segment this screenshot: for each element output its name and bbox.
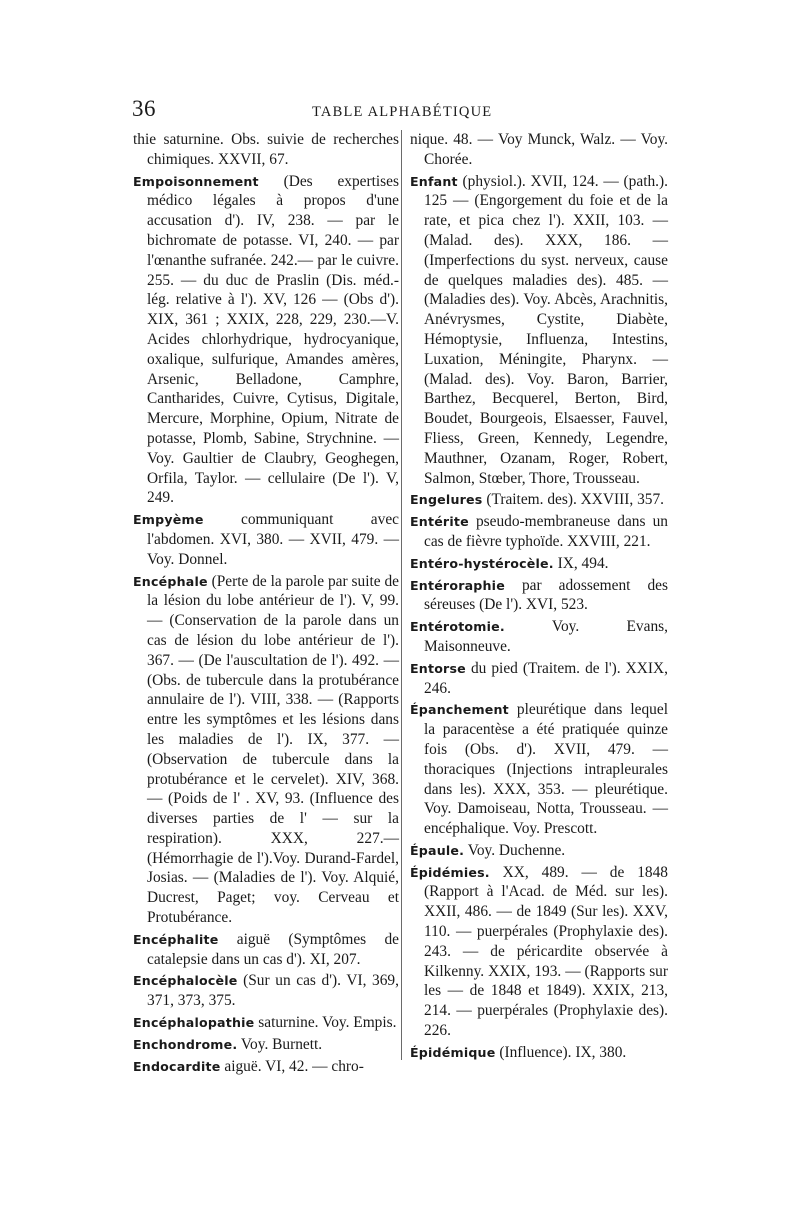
headword: Encéphalocèle (133, 973, 238, 989)
index-entry: Entérite pseudo-membraneuse dans un cas de fièvre typhoïde. XXVIII, 221. (410, 513, 668, 550)
left-column (133, 130, 399, 1078)
index-entry: Endocardite aiguë. VI, 42. — chro- (133, 1057, 364, 1075)
index-entry: Engelures (Traitem. des). XXVIII, 357. (410, 491, 665, 509)
index-entry: Entérotomie. Voy. Evans, Maisonneuve. (410, 618, 668, 655)
headword: Empyème (133, 512, 204, 528)
index-entry: Épaule. Voy. Duchenne. (410, 841, 566, 859)
headword: Endocardite (133, 1058, 221, 1074)
index-entry: Encéphalopathie saturnine. Voy. Empis. (133, 1014, 397, 1032)
headword: Épidémies. (410, 864, 490, 880)
index-entry: Entéroraphie par adossement des séreuses (De l'). XVI, 523. (410, 576, 668, 614)
index-entry: Enchondrome. Voy. Burnett. (133, 1035, 323, 1053)
index-entry: Entorse du pied (Traitem. de l'). XXIX, 246. (410, 659, 668, 697)
index-entry: Encéphale (Perte de la parole par suite de la lésion du lobe antérieur de l'). V, 99. — (Conservation de la parole dans un cas de lésion du lobe antérieur de l'). 367. — (De l'auscultation de l'). 492. — (Obs. de tubercule dans la protubérance annulaire de l'). VIII, 338. — (Rapports entre les symptômes et les lésions dans les maladies de l'). IX, 377. — (Observation de tubercule dans la protubérance et le cervelet). XIV, 368. — (Poids de l' . XV, 93. (Influence des diverses parties de l' — sur la respiration). XXX, 227.— (Hémorrhagie de l').Voy. Durand-Fardel, Josias. — (Maladies de l'). Voy. Alquié, Ducrest, Paget; voy. Cerveau et Protubérance. (133, 572, 399, 927)
headword: Engelures (410, 492, 483, 508)
headword: Empoisonnement (133, 173, 259, 189)
headword: Entorse (410, 660, 466, 676)
headword: Entéro-hystérocèle. (410, 555, 554, 571)
index-entry: nique. 48. — Voy Munck, Walz. — Voy. Chorée. (410, 131, 668, 168)
index-entry: thie saturnine. Obs. suivie de recherches chimiques. XXVII, 67. (133, 131, 399, 168)
index-entry: Enfant (physiol.). XVII, 124. — (path.). 125 — (Engorgement du foie et de la rate, et pica chez l'). XXII, 103. — (Malad. des). XXX, 186. — (Imperfections du syst. nerveux, cause de quelques maladies des). 485. — (Maladies des). Voy. Abcès, Arachnitis, Anévrysmes, Cystite, Diabète, Hémoptysie, Influenza, Intestins, Luxation, Méningite, Pharynx. — (Malad. des). Voy. Baron, Barrier, Barthez, Becquerel, Berton, Bird, Boudet, Bourgeois, Elsaesser, Fauvel, Fliess, Green, Kennedy, Legendre, Mauthner, Ozanam, Roger, Robert, Salmon, Stœber, Thore, Trousseau. (410, 172, 668, 487)
headword: Encéphalite (133, 931, 219, 947)
headword: Encéphalopathie (133, 1015, 255, 1031)
headword: Enfant (410, 173, 458, 189)
index-entry: Entéro-hystérocèle. IX, 494. (410, 554, 609, 572)
index-entry: Empyème communiquant avec l'abdomen. XVI, 380. — XVII, 479. — Voy. Donnel. (133, 511, 399, 568)
headword: Entérite (410, 514, 469, 530)
right-column (410, 130, 668, 1065)
index-entry: Encéphalocèle (Sur un cas d'). VI, 369, 371, 373, 375. (133, 972, 399, 1010)
index-entry: Encéphalite aiguë (Symptômes de catalepsie dans un cas d'). XI, 207. (133, 930, 399, 968)
index-entry: Épidémies. XX, 489. — de 1848 (Rapport à l'Acad. de Méd. sur les). XXII, 486. — de 1849 (Sur les). XXV, 110. — puerpérales (Prophylaxie des). 243. — de péricardite observée à Kilkenny. XXIX, 193. — (Rapports sur les — de 1848 et 1849). XXIX, 213, 214. — puerpérales (Prophylaxie des). 226. (410, 863, 668, 1040)
headword: Enchondrome. (133, 1036, 238, 1052)
index-entry: Empoisonnement (Des expertises médico légales à propos d'une accusation d'). IV, 238. — par le bichromate de potasse. VI, 240. — par l'œnanthe sufranée. 242.— par le cuivre. 255. — du duc de Praslin (Dis. méd.-lég. relative à l'). XV, 126 — (Obs d'). XIX, 361 ; XXIX, 228, 229, 230.—V. Acides chlorhydrique, hydrocyanique, oxalique, sulfurique, Amandes amères, Arsenic, Belladone, Camphre, Cantharides, Cuivre, Cytisus, Digitale, Mercure, Morphine, Opium, Nitrate de potasse, Plomb, Sabine, Strychnine. — Voy. Gaultier de Claubry, Geoghegen, Orfila, Taylor. — cellulaire (De l'). V, 249. (133, 172, 399, 507)
index-entry: Épidémique (Influence). IX, 380. (410, 1043, 627, 1061)
headword: Encéphale (133, 573, 208, 589)
column-divider (401, 130, 402, 1060)
headword: Épanchement (410, 702, 509, 718)
headword: Épaule. (410, 842, 465, 858)
headword: Entérotomie. (410, 619, 505, 635)
running-head: TABLE ALPHABÉTIQUE (312, 104, 493, 120)
index-entry: Épanchement pleurétique dans lequel la paracentèse a été pratiquée quinze fois (Obs. d'). XVII, 479. — thoraciques (Injections intrapleurales dans les). XXX, 353. — pleurétique. Voy. Damoiseau, Notta, Trousseau. — encéphalique. Voy. Prescott. (410, 701, 668, 838)
headword: Entéroraphie (410, 577, 505, 593)
page-number: 36 (132, 96, 156, 121)
headword: Épidémique (410, 1044, 496, 1060)
